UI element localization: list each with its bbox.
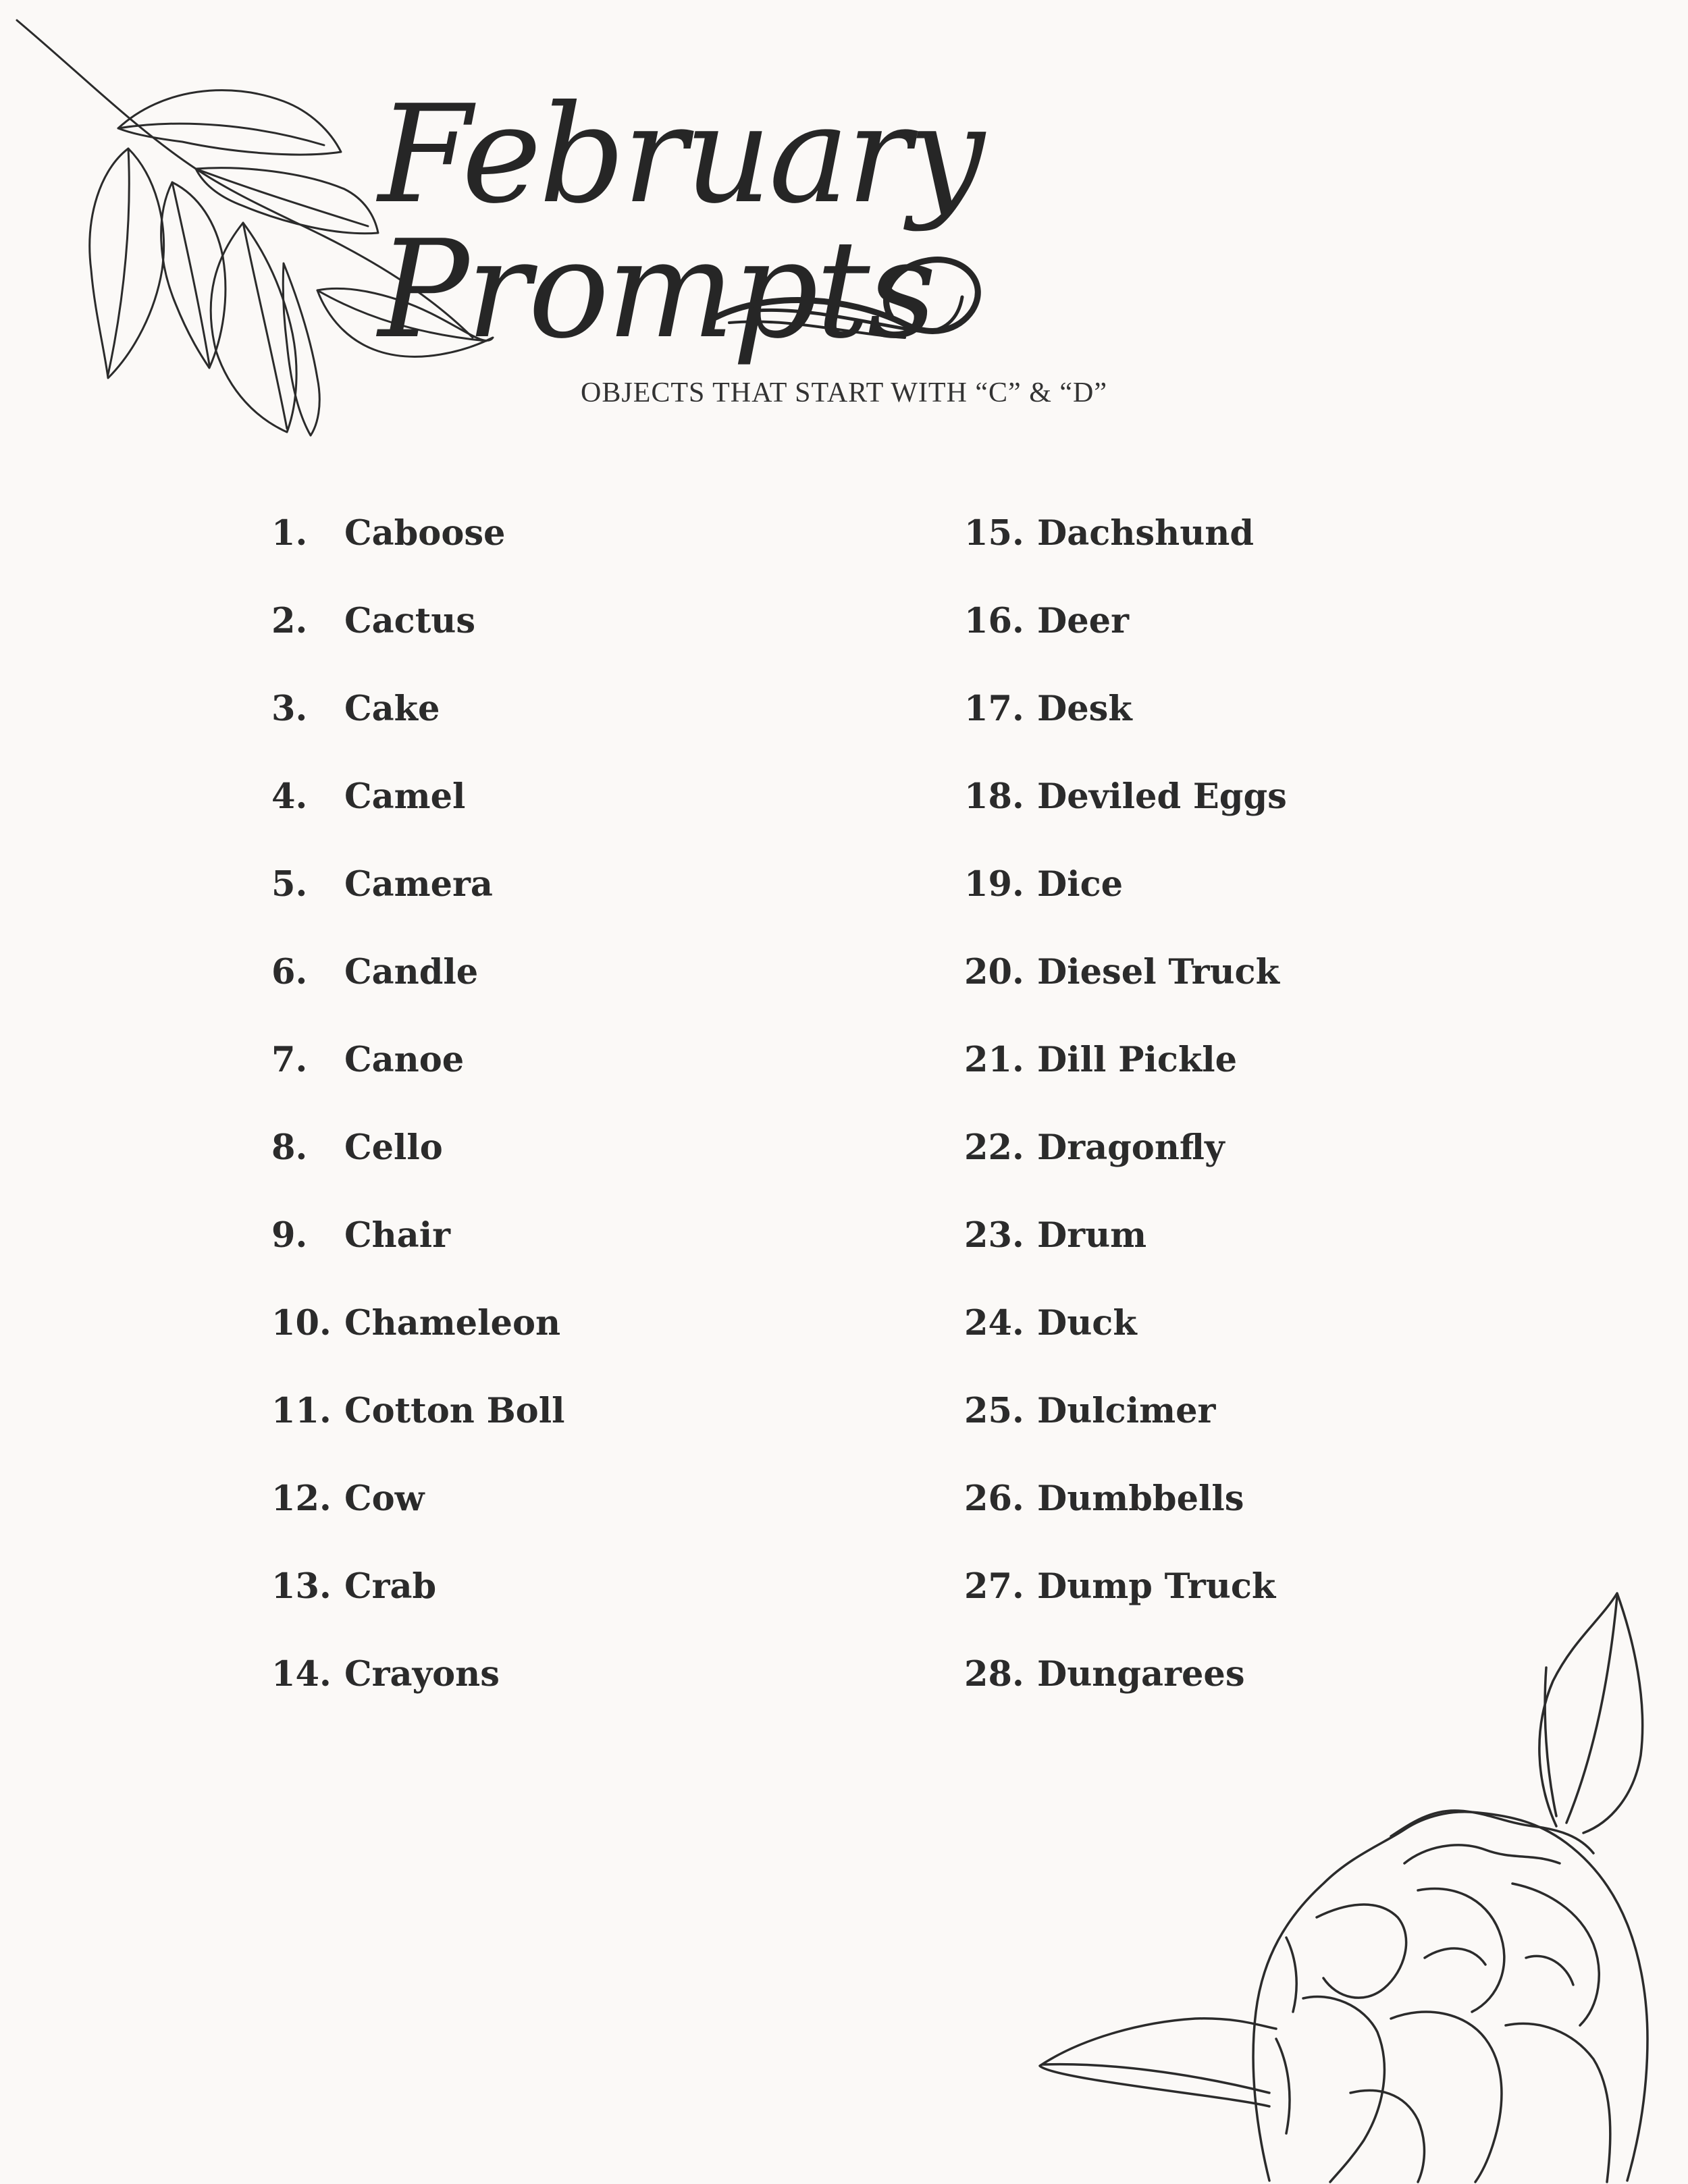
item-label: Duck [1037, 1303, 1137, 1343]
item-label: Cactus [344, 601, 476, 641]
item-label: Deer [1037, 601, 1129, 641]
item-label: Cotton Boll [344, 1391, 565, 1431]
item-label: Cello [344, 1127, 443, 1168]
item-number: 9. [271, 1215, 308, 1256]
item-label: Chair [344, 1215, 450, 1256]
item-label: Deviled Eggs [1037, 776, 1287, 817]
item-number: 17. [964, 689, 1024, 729]
item-number: 15. [964, 513, 1024, 554]
item-number: 11. [271, 1391, 332, 1431]
item-number: 23. [964, 1215, 1024, 1256]
item-number: 3. [271, 689, 308, 729]
item-number: 16. [964, 601, 1024, 641]
item-label: Caboose [344, 513, 506, 554]
item-label: Desk [1037, 689, 1132, 729]
item-label: Drum [1037, 1215, 1147, 1256]
item-number: 22. [964, 1127, 1024, 1168]
item-label: Crayons [344, 1654, 500, 1695]
page-title: February Prompts [378, 76, 982, 369]
item-label: Cow [344, 1479, 425, 1519]
item-label: Camel [344, 776, 466, 817]
item-number: 28. [964, 1654, 1024, 1695]
item-number: 8. [271, 1127, 308, 1168]
item-number: 14. [271, 1654, 332, 1695]
item-number: 18. [964, 776, 1024, 817]
item-label: Chameleon [344, 1303, 561, 1343]
item-number: 2. [271, 601, 308, 641]
item-number: 10. [271, 1303, 332, 1343]
item-label: Diesel Truck [1037, 952, 1280, 992]
item-label: Cake [344, 689, 440, 729]
item-label: Dice [1037, 864, 1124, 905]
item-label: Dulcimer [1037, 1391, 1216, 1431]
item-number: 26. [964, 1479, 1024, 1519]
item-number: 27. [964, 1566, 1024, 1607]
item-number: 1. [271, 513, 308, 554]
page-subtitle: OBJECTS THAT START WITH “C” & “D” [581, 377, 1107, 408]
item-label: Dungarees [1037, 1654, 1245, 1695]
item-label: Crab [344, 1566, 437, 1607]
item-number: 20. [964, 952, 1024, 992]
item-number: 19. [964, 864, 1024, 905]
item-number: 6. [271, 952, 308, 992]
item-label: Canoe [344, 1040, 465, 1080]
item-number: 13. [271, 1566, 332, 1607]
item-number: 4. [271, 776, 308, 817]
item-number: 12. [271, 1479, 332, 1519]
item-label: Dragonfly [1037, 1127, 1225, 1168]
item-label: Dachshund [1037, 513, 1255, 554]
item-number: 24. [964, 1303, 1024, 1343]
item-number: 5. [271, 864, 308, 905]
item-label: Dumbbells [1037, 1479, 1244, 1519]
item-label: Candle [344, 952, 479, 992]
item-number: 25. [964, 1391, 1024, 1431]
item-label: Camera [344, 864, 493, 905]
item-label: Dump Truck [1037, 1566, 1276, 1607]
item-number: 7. [271, 1040, 308, 1080]
item-number: 21. [964, 1040, 1024, 1080]
item-label: Dill Pickle [1037, 1040, 1238, 1080]
